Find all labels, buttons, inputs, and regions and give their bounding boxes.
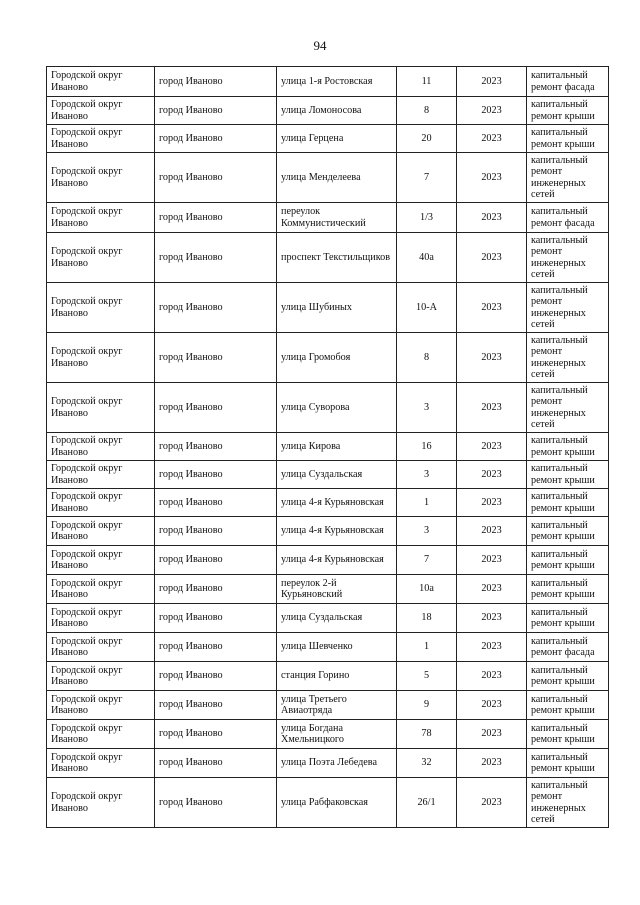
district-cell: Городской округ Иваново — [47, 633, 155, 662]
house-number-cell: 3 — [397, 461, 457, 489]
house-number-cell: 11 — [397, 67, 457, 97]
table-row — [47, 383, 609, 433]
year-cell: 2023 — [457, 283, 527, 333]
year-cell: 2023 — [457, 67, 527, 97]
work-type-cell: капитальный ремонт инженерных сетей — [527, 778, 609, 828]
table-row — [47, 97, 609, 125]
table-row — [47, 489, 609, 517]
house-number-cell: 9 — [397, 691, 457, 720]
street-cell: улица Поэта Лебедева — [277, 749, 397, 778]
work-type-cell: капитальный ремонт крыши — [527, 97, 609, 125]
table-row — [47, 662, 609, 691]
locality-cell: город Иваново — [155, 546, 277, 575]
year-cell: 2023 — [457, 778, 527, 828]
locality-cell: город Иваново — [155, 433, 277, 461]
locality-cell: город Иваново — [155, 749, 277, 778]
house-number-cell: 3 — [397, 383, 457, 433]
table-row — [47, 153, 609, 203]
locality-cell: город Иваново — [155, 283, 277, 333]
street-cell: улица 4-я Курьяновская — [277, 517, 397, 546]
district-cell: Городской округ Иваново — [47, 97, 155, 125]
street-cell: улица Громобоя — [277, 333, 397, 383]
table-row — [47, 333, 609, 383]
locality-cell: город Иваново — [155, 604, 277, 633]
street-cell: переулок 2-й Курьяновский — [277, 575, 397, 604]
street-cell: улица Богдана Хмельницкого — [277, 720, 397, 749]
table-row — [47, 633, 609, 662]
housing-repair-table — [46, 66, 609, 828]
house-number-cell: 20 — [397, 125, 457, 153]
work-type-cell: капитальный ремонт крыши — [527, 691, 609, 720]
district-cell: Городской округ Иваново — [47, 691, 155, 720]
table-row — [47, 461, 609, 489]
table-row — [47, 283, 609, 333]
street-cell: улица 1-я Ростовская — [277, 67, 397, 97]
district-cell: Городской округ Иваново — [47, 604, 155, 633]
locality-cell: город Иваново — [155, 720, 277, 749]
district-cell: Городской округ Иваново — [47, 67, 155, 97]
district-cell: Городской округ Иваново — [47, 333, 155, 383]
locality-cell: город Иваново — [155, 633, 277, 662]
street-cell: улица Кирова — [277, 433, 397, 461]
district-cell: Городской округ Иваново — [47, 749, 155, 778]
district-cell: Городской округ Иваново — [47, 546, 155, 575]
year-cell: 2023 — [457, 153, 527, 203]
year-cell: 2023 — [457, 691, 527, 720]
year-cell: 2023 — [457, 203, 527, 233]
work-type-cell: капитальный ремонт фасада — [527, 203, 609, 233]
district-cell: Городской округ Иваново — [47, 383, 155, 433]
street-cell: улица Третьего Авиаотряда — [277, 691, 397, 720]
house-number-cell: 18 — [397, 604, 457, 633]
house-number-cell: 10-А — [397, 283, 457, 333]
street-cell: улица Суздальская — [277, 461, 397, 489]
street-cell: улица Менделеева — [277, 153, 397, 203]
work-type-cell: капитальный ремонт крыши — [527, 749, 609, 778]
table-row — [47, 433, 609, 461]
locality-cell: город Иваново — [155, 575, 277, 604]
house-number-cell: 26/1 — [397, 778, 457, 828]
table-row — [47, 778, 609, 828]
house-number-cell: 32 — [397, 749, 457, 778]
street-cell: станция Горино — [277, 662, 397, 691]
year-cell: 2023 — [457, 517, 527, 546]
work-type-cell: капитальный ремонт инженерных сетей — [527, 283, 609, 333]
house-number-cell: 1/3 — [397, 203, 457, 233]
district-cell: Городской округ Иваново — [47, 283, 155, 333]
work-type-cell: капитальный ремонт инженерных сетей — [527, 153, 609, 203]
street-cell: улица 4-я Курьяновская — [277, 489, 397, 517]
locality-cell: город Иваново — [155, 383, 277, 433]
table-row — [47, 720, 609, 749]
street-cell: улица Шубиных — [277, 283, 397, 333]
table-row — [47, 203, 609, 233]
district-cell: Городской округ Иваново — [47, 720, 155, 749]
table-row — [47, 67, 609, 97]
house-number-cell: 78 — [397, 720, 457, 749]
house-number-cell: 3 — [397, 517, 457, 546]
district-cell: Городской округ Иваново — [47, 517, 155, 546]
district-cell: Городской округ Иваново — [47, 125, 155, 153]
locality-cell: город Иваново — [155, 778, 277, 828]
year-cell: 2023 — [457, 383, 527, 433]
street-cell: проспект Текстильщиков — [277, 233, 397, 283]
page-number: 94 — [313, 38, 327, 53]
table-row — [47, 233, 609, 283]
year-cell: 2023 — [457, 662, 527, 691]
year-cell: 2023 — [457, 633, 527, 662]
house-number-cell: 5 — [397, 662, 457, 691]
year-cell: 2023 — [457, 604, 527, 633]
table-row — [47, 749, 609, 778]
work-type-cell: капитальный ремонт инженерных сетей — [527, 233, 609, 283]
locality-cell: город Иваново — [155, 489, 277, 517]
work-type-cell: капитальный ремонт крыши — [527, 720, 609, 749]
year-cell: 2023 — [457, 433, 527, 461]
street-cell: улица 4-я Курьяновская — [277, 546, 397, 575]
locality-cell: город Иваново — [155, 125, 277, 153]
year-cell: 2023 — [457, 125, 527, 153]
district-cell: Городской округ Иваново — [47, 203, 155, 233]
street-cell: улица Шевченко — [277, 633, 397, 662]
work-type-cell: капитальный ремонт инженерных сетей — [527, 333, 609, 383]
year-cell: 2023 — [457, 233, 527, 283]
year-cell: 2023 — [457, 720, 527, 749]
table-row — [47, 691, 609, 720]
locality-cell: город Иваново — [155, 203, 277, 233]
locality-cell: город Иваново — [155, 691, 277, 720]
work-type-cell: капитальный ремонт инженерных сетей — [527, 383, 609, 433]
locality-cell: город Иваново — [155, 517, 277, 546]
house-number-cell: 1 — [397, 633, 457, 662]
table-body — [47, 67, 609, 828]
table-row — [47, 517, 609, 546]
street-cell: переулок Коммунистический — [277, 203, 397, 233]
house-number-cell: 7 — [397, 546, 457, 575]
year-cell: 2023 — [457, 546, 527, 575]
work-type-cell: капитальный ремонт крыши — [527, 662, 609, 691]
district-cell: Городской округ Иваново — [47, 153, 155, 203]
locality-cell: город Иваново — [155, 662, 277, 691]
table-row — [47, 575, 609, 604]
district-cell: Городской округ Иваново — [47, 778, 155, 828]
district-cell: Городской округ Иваново — [47, 575, 155, 604]
street-cell: улица Суворова — [277, 383, 397, 433]
year-cell: 2023 — [457, 461, 527, 489]
year-cell: 2023 — [457, 333, 527, 383]
house-number-cell: 10а — [397, 575, 457, 604]
year-cell: 2023 — [457, 749, 527, 778]
street-cell: улица Рабфаковская — [277, 778, 397, 828]
district-cell: Городской округ Иваново — [47, 489, 155, 517]
work-type-cell: капитальный ремонт крыши — [527, 604, 609, 633]
work-type-cell: капитальный ремонт крыши — [527, 125, 609, 153]
locality-cell: город Иваново — [155, 153, 277, 203]
house-number-cell: 40а — [397, 233, 457, 283]
year-cell: 2023 — [457, 97, 527, 125]
house-number-cell: 7 — [397, 153, 457, 203]
house-number-cell: 8 — [397, 333, 457, 383]
street-cell: улица Суздальская — [277, 604, 397, 633]
year-cell: 2023 — [457, 575, 527, 604]
table-row — [47, 604, 609, 633]
street-cell: улица Герцена — [277, 125, 397, 153]
district-cell: Городской округ Иваново — [47, 662, 155, 691]
district-cell: Городской округ Иваново — [47, 233, 155, 283]
table-row — [47, 125, 609, 153]
house-number-cell: 1 — [397, 489, 457, 517]
locality-cell: город Иваново — [155, 333, 277, 383]
locality-cell: город Иваново — [155, 461, 277, 489]
year-cell: 2023 — [457, 489, 527, 517]
district-cell: Городской округ Иваново — [47, 461, 155, 489]
work-type-cell: капитальный ремонт фасада — [527, 67, 609, 97]
locality-cell: город Иваново — [155, 67, 277, 97]
work-type-cell: капитальный ремонт крыши — [527, 575, 609, 604]
work-type-cell: капитальный ремонт крыши — [527, 489, 609, 517]
street-cell: улица Ломоносова — [277, 97, 397, 125]
table-row — [47, 546, 609, 575]
locality-cell: город Иваново — [155, 97, 277, 125]
house-number-cell: 16 — [397, 433, 457, 461]
work-type-cell: капитальный ремонт крыши — [527, 546, 609, 575]
work-type-cell: капитальный ремонт крыши — [527, 433, 609, 461]
house-number-cell: 8 — [397, 97, 457, 125]
work-type-cell: капитальный ремонт крыши — [527, 517, 609, 546]
work-type-cell: капитальный ремонт фасада — [527, 633, 609, 662]
district-cell: Городской округ Иваново — [47, 433, 155, 461]
work-type-cell: капитальный ремонт крыши — [527, 461, 609, 489]
locality-cell: город Иваново — [155, 233, 277, 283]
